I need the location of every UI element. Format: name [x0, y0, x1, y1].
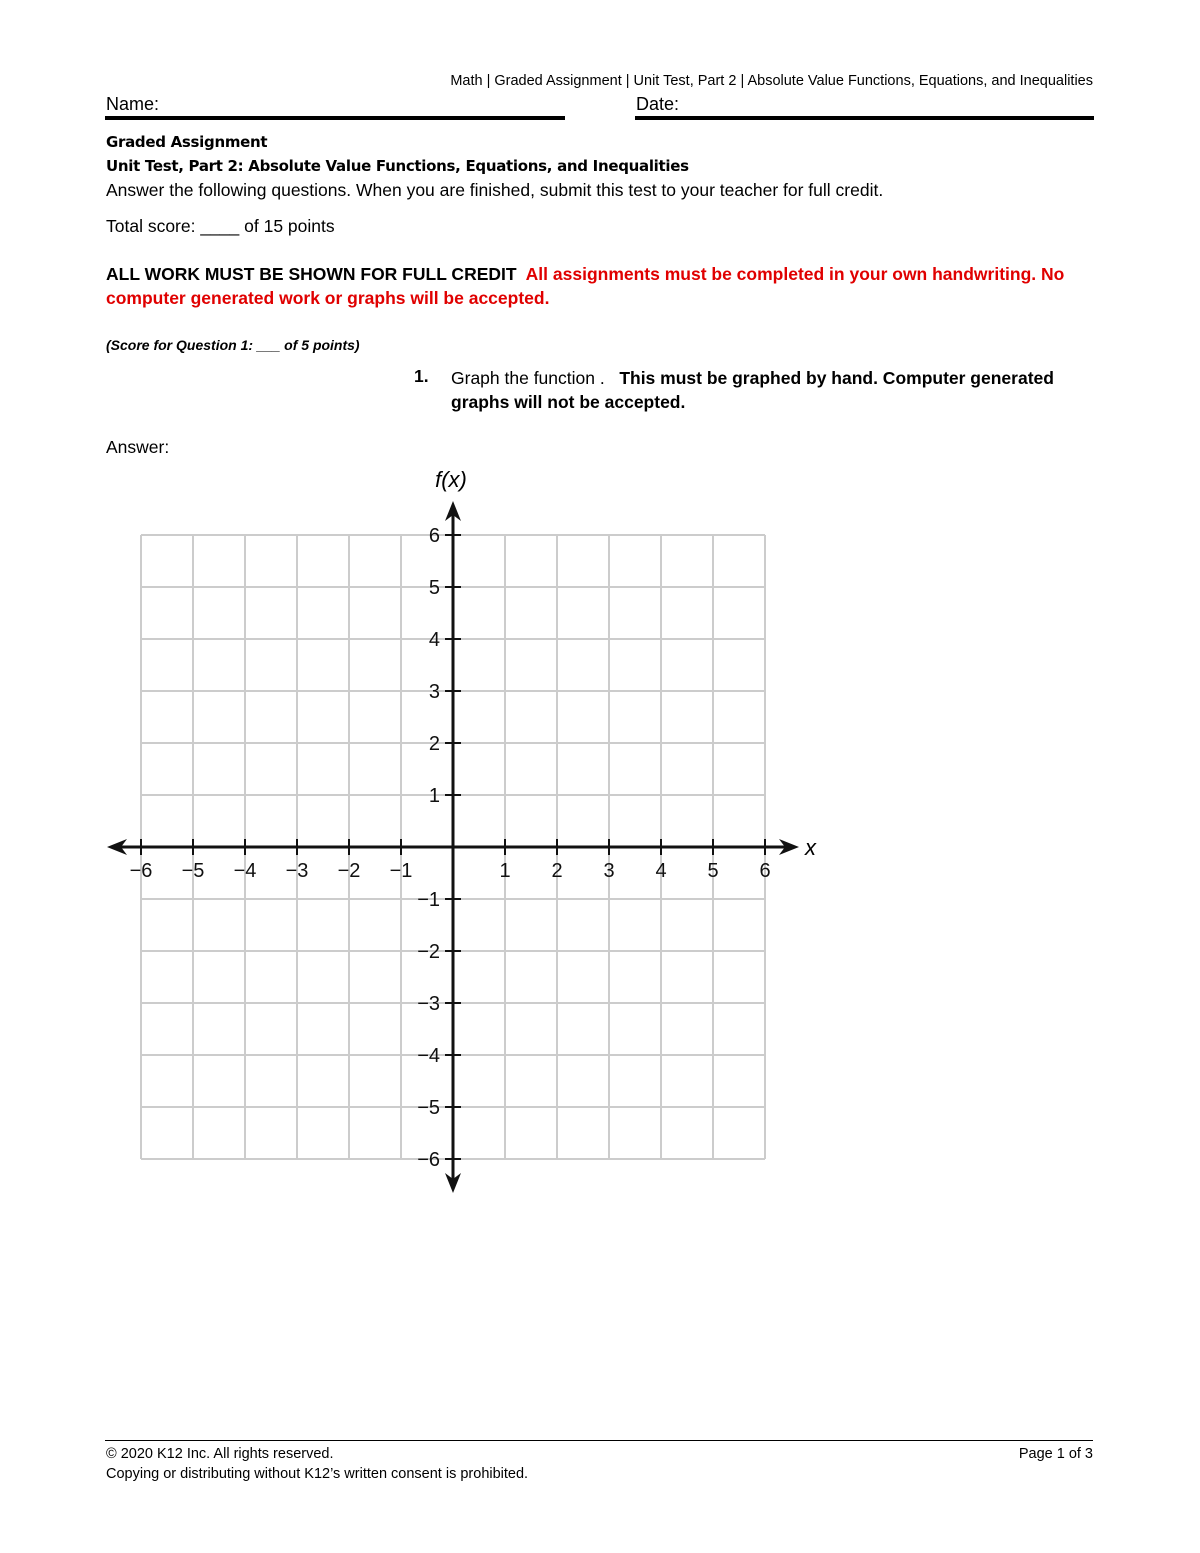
x-tick-label: −6: [129, 860, 153, 882]
y-tick-label: 3: [428, 681, 440, 703]
y-tick-label: 1: [428, 785, 440, 807]
y-tick-label: −4: [417, 1045, 440, 1067]
y-tick-label: −6: [417, 1149, 440, 1171]
running-header: Math | Graded Assignment | Unit Test, Part 2 | Absolute Value Functions, Equations, and Inequalities: [450, 73, 1093, 89]
y-axis-label: f(x): [435, 467, 467, 492]
footer-copyright: © 2020 K12 Inc. All rights reserved.: [106, 1446, 334, 1462]
x-tick-label: 3: [603, 860, 615, 882]
y-tick-label: −3: [417, 993, 440, 1015]
total-score: Total score: ____ of 15 points: [106, 216, 335, 236]
x-tick-label: 5: [707, 860, 719, 882]
x-axis-label: x: [805, 835, 816, 860]
axes: [107, 501, 799, 1193]
document-subtitle: Unit Test, Part 2: Absolute Value Functions, Equations, and Inequalities: [106, 157, 689, 175]
x-tick-label: 4: [655, 860, 667, 882]
x-tick-label: −2: [337, 860, 361, 882]
instructions: Answer the following questions. When you are finished, submit this test to your teacher for full credit.: [106, 180, 884, 200]
footer-notice: Copying or distributing without K12’s written consent is prohibited.: [106, 1466, 529, 1482]
footer-page-number: Page 1 of 3: [1018, 1446, 1093, 1462]
question-1-prompt: Graph the function .: [451, 368, 605, 388]
y-tick-label: −5: [417, 1097, 440, 1119]
x-tick-label: −4: [233, 860, 257, 882]
y-tick-label: 4: [428, 629, 440, 651]
x-tick-label: 1: [499, 860, 511, 882]
x-tick-label: −5: [181, 860, 205, 882]
name-label: Name:: [106, 94, 160, 114]
y-tick-label: 2: [428, 733, 440, 755]
y-tick-label: −2: [417, 941, 440, 963]
document-title: Graded Assignment: [106, 133, 268, 151]
x-tick-label: −1: [389, 860, 413, 882]
warning-red-text: All assignments must be completed in your own handwriting. No computer generated work or graphs will be accepted.: [106, 264, 1065, 308]
x-tick-labels: [130, 860, 771, 882]
x-tick-label: −3: [285, 860, 309, 882]
x-tick-label: 6: [759, 860, 771, 882]
question-1-number: 1.: [414, 366, 429, 386]
date-label: Date:: [636, 94, 680, 114]
y-tick-label: 5: [428, 577, 440, 599]
y-tick-label: −1: [417, 889, 440, 911]
answer-label: Answer:: [106, 437, 170, 457]
question-1-score: (Score for Question 1: ___ of 5 points): [106, 337, 360, 353]
footer-rule: [105, 1440, 1093, 1441]
y-tick-label: 6: [428, 525, 440, 547]
x-tick-label: 2: [551, 860, 563, 882]
question-1-note: This must be graphed by hand. Computer generated graphs will not be accepted.: [451, 368, 1054, 412]
warning-black-text: ALL WORK MUST BE SHOWN FOR FULL CREDIT: [106, 264, 517, 284]
